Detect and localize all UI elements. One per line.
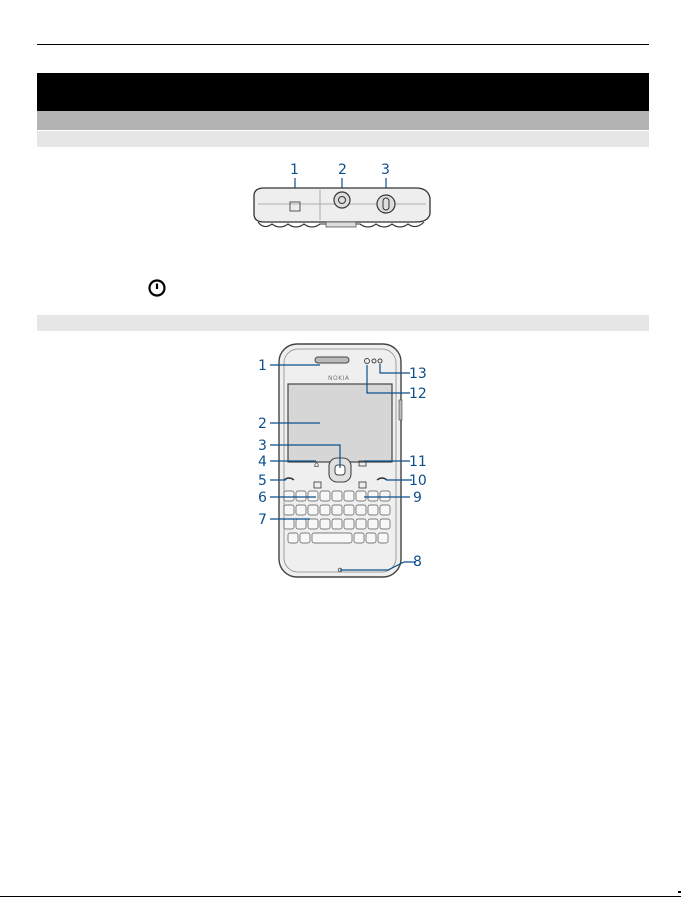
top-callout-1: 1 [290, 162, 299, 178]
power-key-icon [148, 279, 166, 297]
front-callout-5: 5 [258, 473, 267, 489]
front-callout-13: 13 [409, 366, 427, 382]
chapter-title-bar [37, 73, 649, 111]
front-callout-6: 6 [258, 490, 267, 506]
front-callout-10: 10 [409, 473, 427, 489]
brand-logo: NOKIA [328, 375, 350, 382]
subsection-heading-bar-top [37, 131, 649, 147]
front-callout-3: 3 [258, 438, 267, 454]
svg-text:⌂: ⌂ [314, 460, 320, 469]
front-callout-7: 7 [258, 512, 267, 528]
device-top-view-diagram [240, 158, 440, 234]
front-callout-2: 2 [258, 416, 267, 432]
front-callout-4: 4 [258, 454, 267, 470]
front-callout-8: 8 [413, 554, 422, 570]
top-callout-2: 2 [338, 162, 347, 178]
front-callout-11: 11 [409, 454, 427, 470]
front-callout-9: 9 [413, 490, 422, 506]
power-key-icon [377, 195, 395, 213]
section-heading-bar [37, 111, 649, 130]
headset-connector-icon [334, 192, 350, 208]
subsection-heading-bar-front [37, 315, 649, 331]
device-front-view-diagram [240, 340, 440, 580]
front-callout-1: 1 [258, 358, 267, 374]
front-callout-12: 12 [409, 386, 427, 402]
top-callout-3: 3 [381, 162, 390, 178]
header-rule [37, 44, 649, 45]
